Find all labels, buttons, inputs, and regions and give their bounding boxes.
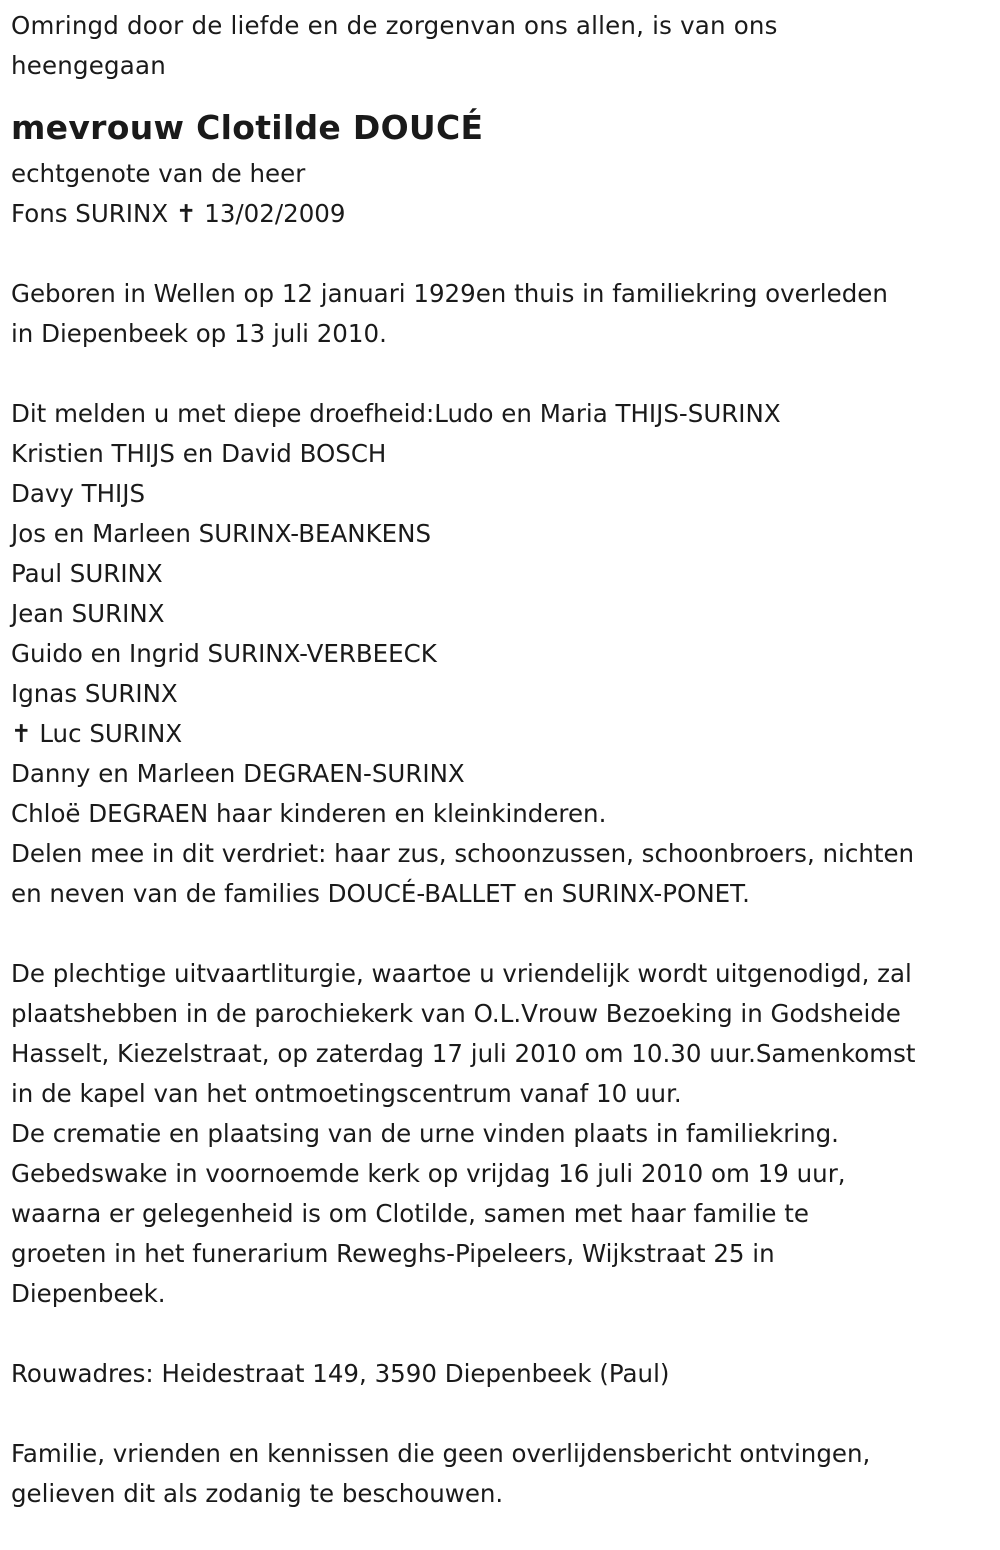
mourner-line: en neven van de families DOUCÉ-BALLET en SURINX-PONET. [11,879,750,908]
funeral-line: plaatshebben in de parochiekerk van O.L.Vrouw Bezoeking in Godsheide [11,999,901,1028]
spacer [11,354,996,394]
obituary-notice [11,6,996,1514]
funeral-paragraph [11,954,996,1314]
intro-line: heengegaan [11,51,166,80]
closing-line: gelieven dit als zodanig te beschouwen. [11,1479,504,1508]
intro-line: Omringd door de liefde en de zorgenvan ons allen, is van ons [11,11,778,40]
spacer [11,1314,996,1354]
mourners-list [11,394,996,914]
spouse-block [11,154,996,234]
mourner-line-deceased [11,714,996,754]
funeral-line: Gebedswake in voornoemde kerk op vrijdag 16 juli 2010 om 19 uur, [11,1159,846,1188]
mourner-line: Delen mee in dit verdriet: haar zus, schoonzussen, schoonbroers, nichten [11,839,915,868]
deceased-name: mevrouw Clotilde DOUCÉ [11,108,484,147]
mourner-line: Guido en Ingrid SURINX-VERBEECK [11,639,437,668]
mourner-line: Ignas SURINX [11,679,178,708]
spouse-name: Fons SURINX [11,199,176,228]
birth-death-paragraph [11,274,996,354]
birth-death-line: in Diepenbeek op 13 juli 2010. [11,319,387,348]
cross-icon: ✝ [175,199,197,228]
intro-paragraph [11,6,996,86]
funeral-line: in de kapel van het ontmoetingscentrum vanaf 10 uur. [11,1079,682,1108]
mourner-line: Chloë DEGRAEN haar kinderen en kleinkinderen. [11,799,607,828]
mourner-line: Kristien THIJS en David BOSCH [11,439,387,468]
mourner-line: Jos en Marleen SURINX-BEANKENS [11,519,432,548]
mourner-name: Luc SURINX [31,719,183,748]
funeral-line: Hasselt, Kiezelstraat, op zaterdag 17 juli 2010 om 10.30 uur.Samenkomst [11,1039,916,1068]
closing-paragraph [11,1434,996,1514]
mourning-address: Rouwadres: Heidestraat 149, 3590 Diepenbeek (Paul) [11,1359,670,1388]
birth-death-line: Geboren in Wellen op 12 januari 1929en thuis in familiekring overleden [11,279,888,308]
funeral-line: waarna er gelegenheid is om Clotilde, samen met haar familie te [11,1199,809,1228]
spacer [11,1394,996,1434]
relation-line: echtgenote van de heer [11,159,306,188]
mourner-line: Danny en Marleen DEGRAEN-SURINX [11,759,465,788]
cross-icon: ✝ [11,719,32,748]
funeral-line: Diepenbeek. [11,1279,166,1308]
spouse-line [11,194,996,234]
mourner-line: Paul SURINX [11,559,163,588]
spacer [11,914,996,954]
funeral-line: De crematie en plaatsing van de urne vinden plaats in familiekring. [11,1119,839,1148]
mourner-line: Davy THIJS [11,479,146,508]
funeral-line: De plechtige uitvaartliturgie, waartoe u vriendelijk wordt uitgenodigd, zal [11,959,912,988]
mourner-line: Jean SURINX [11,599,165,628]
spacer [11,234,996,274]
closing-line: Familie, vrienden en kennissen die geen overlijdensbericht ontvingen, [11,1439,871,1468]
spouse-death-date: 13/02/2009 [196,199,346,228]
funeral-line: groeten in het funerarium Reweghs-Pipeleers, Wijkstraat 25 in [11,1239,775,1268]
mourner-line: Dit melden u met diepe droefheid:Ludo en Maria THIJS-SURINX [11,399,781,428]
